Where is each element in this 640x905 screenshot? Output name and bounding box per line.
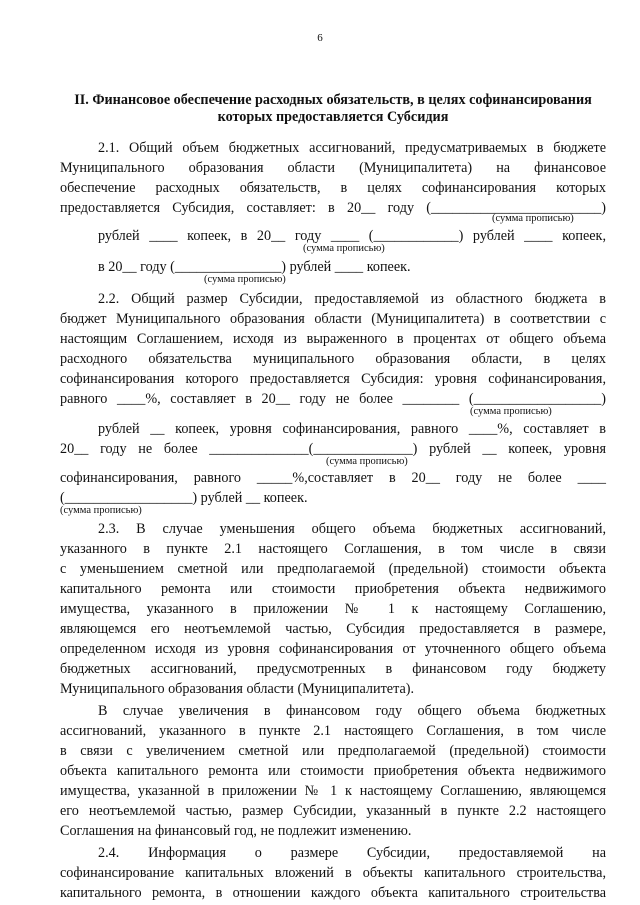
text-line: определенном исходя из уровня софинансирования от уточненного общего объема [60, 641, 606, 657]
text-line: являющемся его неотъемлемой частью, Субсидия предоставляется в размере, [60, 621, 606, 637]
section-title [60, 92, 606, 126]
text-line: софинансирования которого предоставляется Субсидия: уровня софинансирования, [60, 371, 606, 387]
text-line: ассигнований, указанного в пункте 2.1 настоящего Соглашения, в том числе [60, 723, 606, 739]
text-line: в связи с увеличением сметной или предполагаемой (предельной) стоимости [60, 743, 606, 759]
text-line: капитального ремонта или стоимости приобретения объекта недвижимого [60, 581, 606, 597]
text-line: объекта капитального ремонта или стоимости приобретения объекта недвижимого [60, 763, 606, 779]
text-line: Муниципального образования области (Муниципалитета). [60, 681, 415, 697]
amount-caption: (сумма прописью) [303, 243, 385, 254]
text-line: с уменьшением сметной или предполагаемой (предельной) стоимости объекта [60, 561, 606, 577]
text-line: Соглашения на финансовый год, не подлежит изменению. [60, 823, 412, 839]
text-line: указанного в пункте 2.1 настоящего Соглашения, в том числе в связи [60, 541, 606, 557]
text-line: рублей ____ копеек, в 20__ году ____ (____________) рублей ____ копеек, [98, 228, 606, 244]
amount-caption: (сумма прописью) [204, 274, 286, 285]
text-line: софинансирования, равного _____%,составляет в 20__ году не более ____ [60, 470, 606, 486]
text-line: 2.1. Общий объем бюджетных ассигнований, предусматриваемых в бюджете [98, 140, 606, 156]
text-line: (__________________) рублей __ копеек. [60, 490, 308, 506]
text-line: капитального ремонта, в отношении каждого объекта капитального строительства [60, 885, 606, 901]
text-line: имущества, указанной в приложении № 1 к настоящему Соглашению, являющемся [60, 783, 606, 799]
text-line: софинансирование капитальных вложений в объекты капитального строительства, [60, 865, 606, 881]
text-line: равного ____%, составляет в 20__ году не более ________ (__________________) [60, 391, 606, 407]
text-line: рублей __ копеек, уровня софинансирования, равного ____%, составляет в [98, 421, 606, 437]
amount-caption: (сумма прописью) [60, 505, 142, 516]
text-line: имущества, указанного в приложении № 1 к настоящему Соглашению, [60, 601, 606, 617]
amount-caption: (сумма прописью) [470, 406, 552, 417]
section-title-line-1: II. Финансовое обеспечение расходных обязательств, в целях софинансирования [74, 92, 592, 108]
text-line: обеспечение расходных обязательств, в целях софинансирования которых [60, 180, 606, 196]
amount-caption: (сумма прописью) [326, 456, 408, 467]
text-line: предоставляется Субсидия, составляет: в 20__ году (________________________) [60, 200, 606, 216]
text-line: Муниципального образования области (Муниципалитета) на финансовое [60, 160, 606, 176]
text-line: 2.3. В случае уменьшения общего объема бюджетных ассигнований, [98, 521, 606, 537]
text-line: настоящим Соглашением, исходя из выраженного в процентах от общего объема [60, 331, 606, 347]
text-line: В случае увеличения в финансовом году общего объема бюджетных [98, 703, 606, 719]
amount-caption: (сумма прописью) [492, 213, 574, 224]
text-line: бюджетных ассигнований, предусмотренных в финансовом году бюджету [60, 661, 606, 677]
text-line: 20__ году не более ______________(______________) рублей __ копеек, уровня [60, 441, 606, 457]
text-line: его неотъемлемой частью, размер Субсидии, указанный в пункте 2.2 настоящего [60, 803, 606, 819]
text-line: расходного обязательства муниципального образования области, в целях [60, 351, 606, 367]
section-title-line-2: которых предоставляется Субсидия [217, 109, 449, 125]
text-line: 2.2. Общий размер Субсидии, предоставляемой из областного бюджета в [98, 291, 606, 307]
text-line: бюджет Муниципального образования области (Муниципалитета) в соответствии с [60, 311, 606, 327]
text-line: в 20__ году (_______________) рублей ____ копеек. [98, 259, 411, 275]
page-number: 6 [317, 32, 323, 44]
text-line: 2.4. Информация о размере Субсидии, предоставляемой на [98, 845, 606, 861]
